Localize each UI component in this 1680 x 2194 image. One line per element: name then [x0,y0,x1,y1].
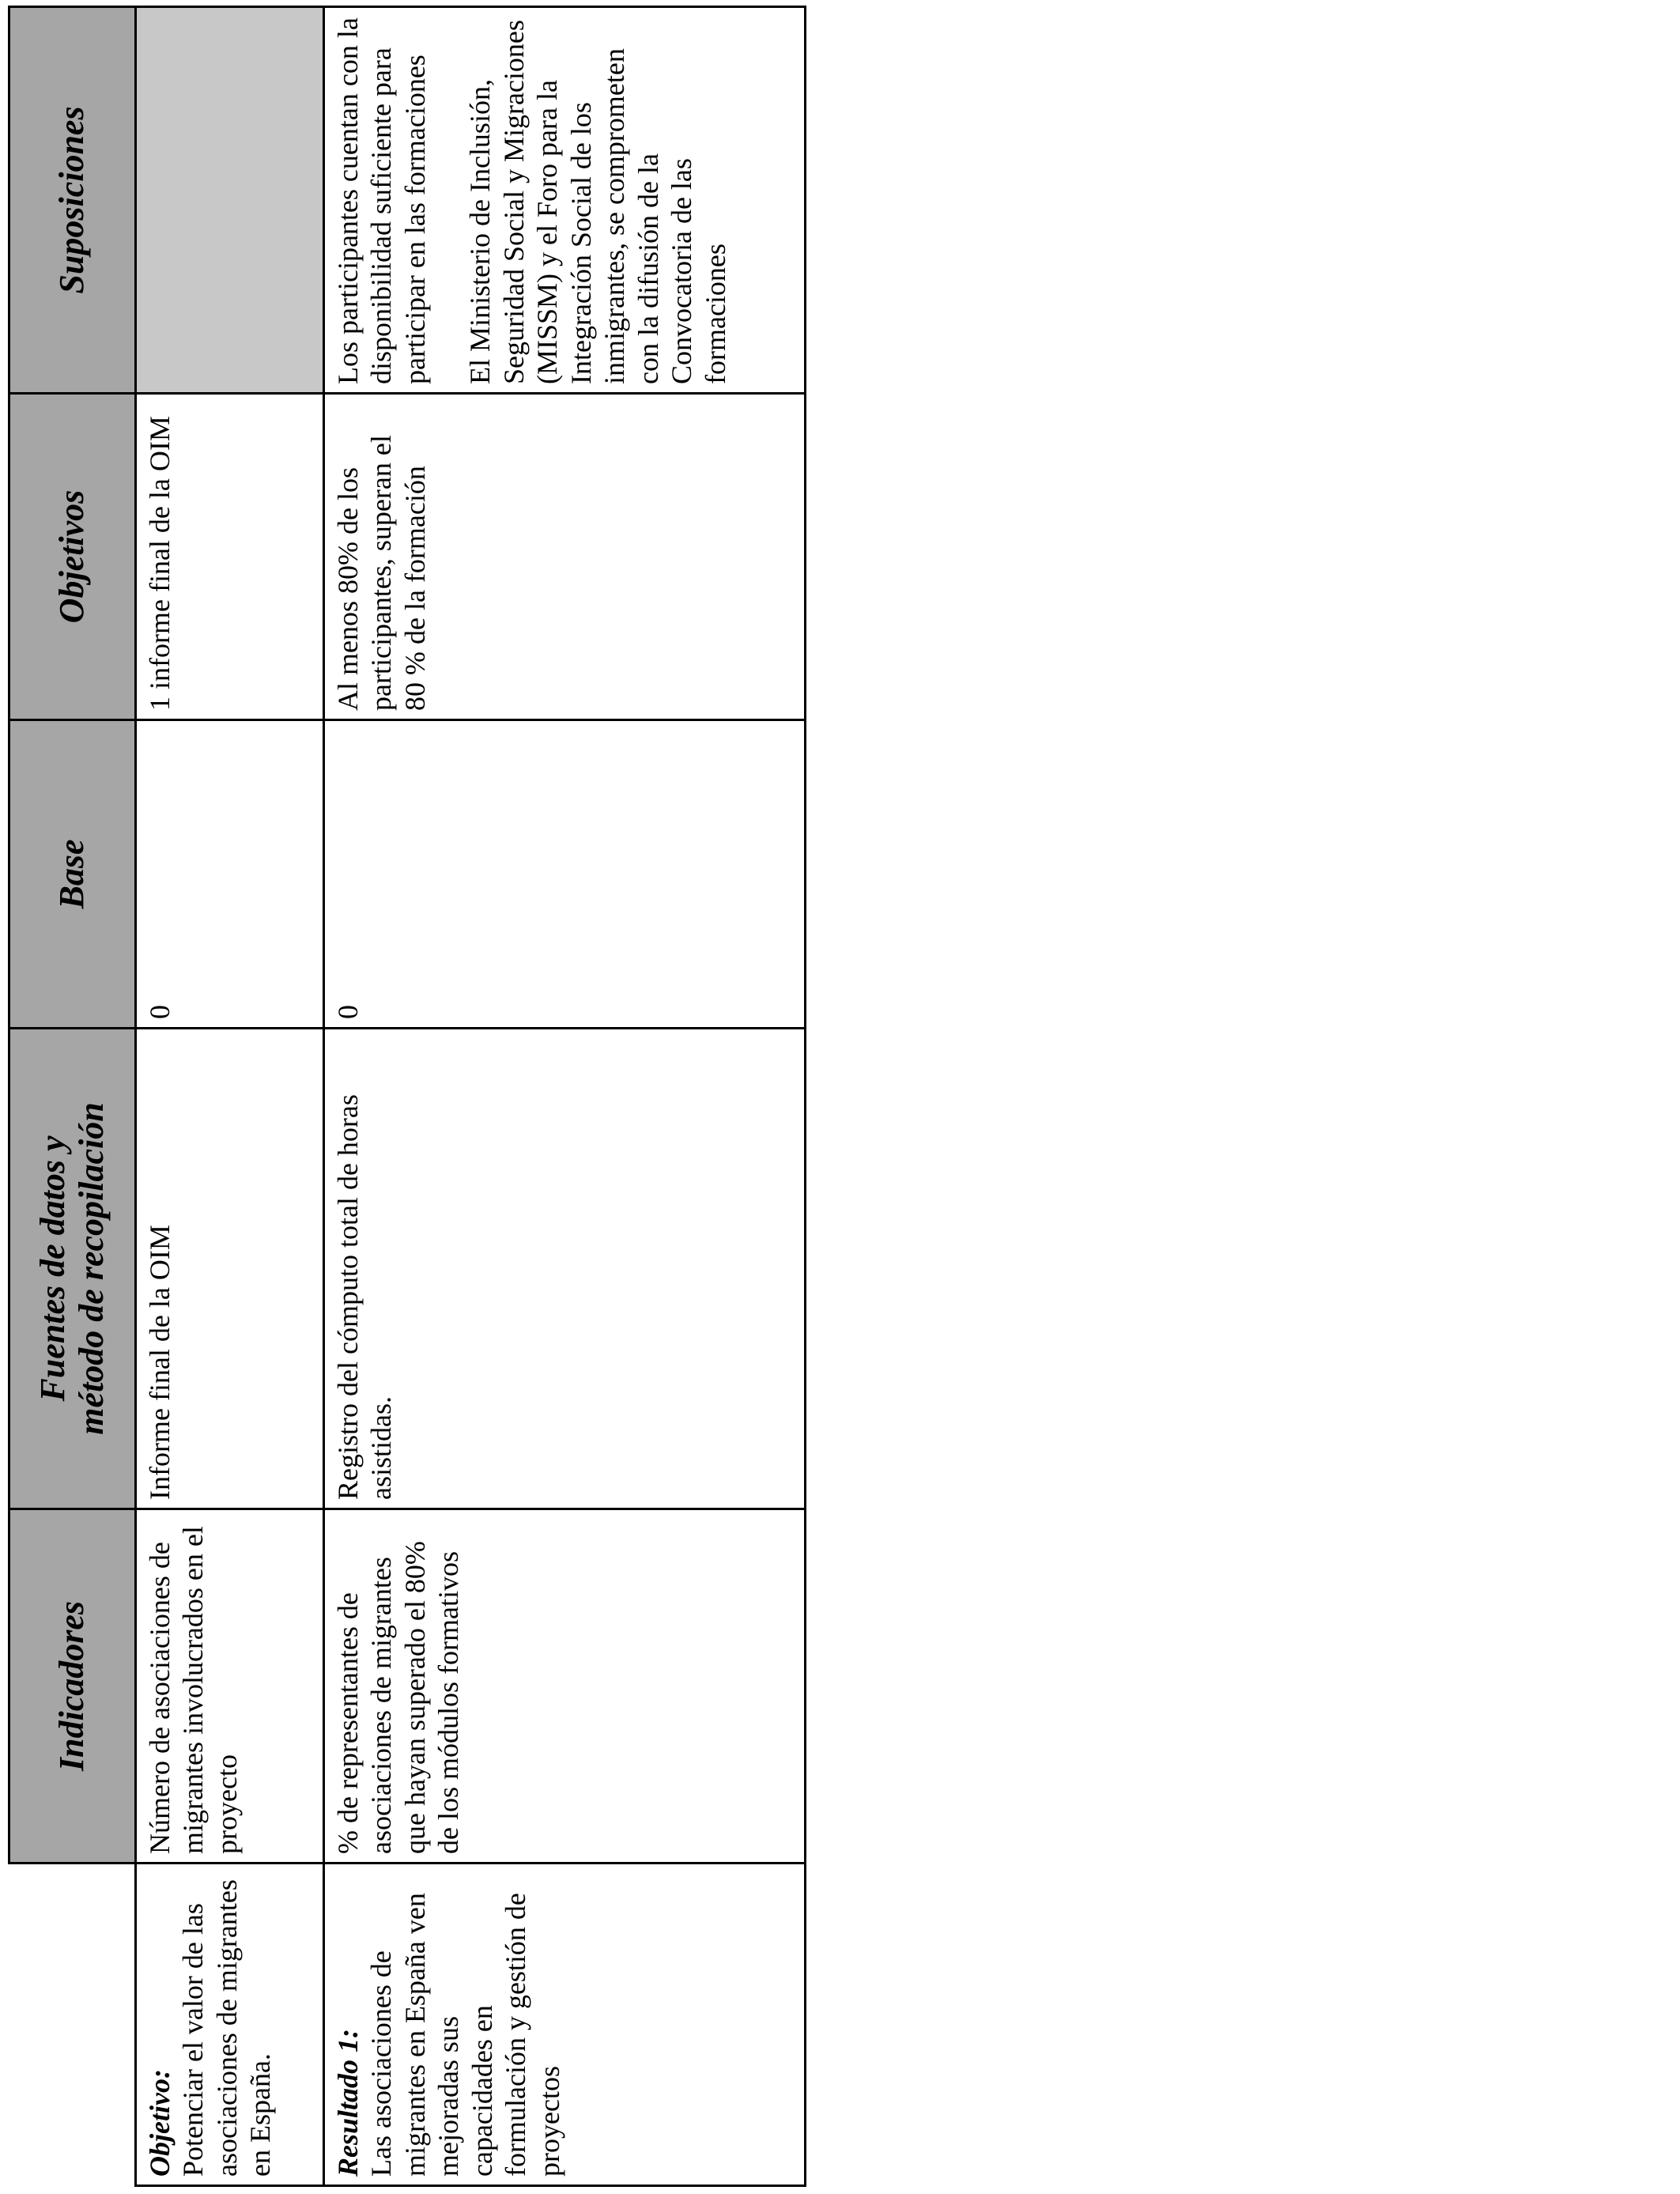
header-suposiciones: Suposiciones [9,7,136,394]
row-label-resultado-1 [324,1864,806,2186]
logframe-table [8,6,806,2187]
cell-fuentes: Informe final de la OIM [136,1029,324,1509]
cell-indicadores: Número de asociaciones de migrantes involucrados en el proyecto [136,1509,324,1864]
table-row-resultado-1 [324,7,806,2186]
header-fuentes-line2: método de recopilación [71,1102,111,1435]
suposiciones-para-2: El Ministerio de Inclusión, Seguridad Social y Migraciones (MISSM) y el Foro para la Integración Social de los inmigrantes, se comprometen con la difusión de la Convocatoria de las formaciones [464,20,731,384]
row-label-title: Resultado 1: [332,2028,364,2177]
row-label-objetivo [136,1864,324,2186]
cell-suposiciones [136,7,324,394]
row-label-title: Objetivo: [144,2069,176,2177]
rotated-logframe-page [8,8,806,2187]
row-label-text: Potenciar el valor de las asociaciones de migrantes en España. [177,1879,277,2177]
header-row [9,7,136,2186]
header-fuentes-line1: Fuentes de datos y [33,1135,73,1402]
header-fuentes [9,1029,136,1509]
cell-indicadores: % de representantes de asociaciones de migrantes que hayan superado el 80% de los módulos formativos [324,1509,806,1864]
cell-base: 0 [136,720,324,1029]
cell-fuentes: Registro del cómputo total de horas asistidas. [324,1029,806,1509]
cell-suposiciones [324,7,806,394]
row-label-text: Las asociaciones de migrantes en España ven mejoradas sus capacidades en formulación y gestión de proyectos [365,1893,565,2177]
header-corner [9,1864,136,2186]
cell-base: 0 [324,720,806,1029]
cell-objetivos: Al menos 80% de los participantes, superan el 80 % de la formación [324,394,806,720]
cell-objetivos: 1 informe final de la OIM [136,394,324,720]
header-objetivos: Objetivos [9,394,136,720]
table-row-objetivo [136,7,324,2186]
header-indicadores: Indicadores [9,1509,136,1864]
suposiciones-para-1: Los participantes cuentan con la disponibilidad suficiente para participar en las formaciones [332,17,431,384]
header-base: Base [9,720,136,1029]
